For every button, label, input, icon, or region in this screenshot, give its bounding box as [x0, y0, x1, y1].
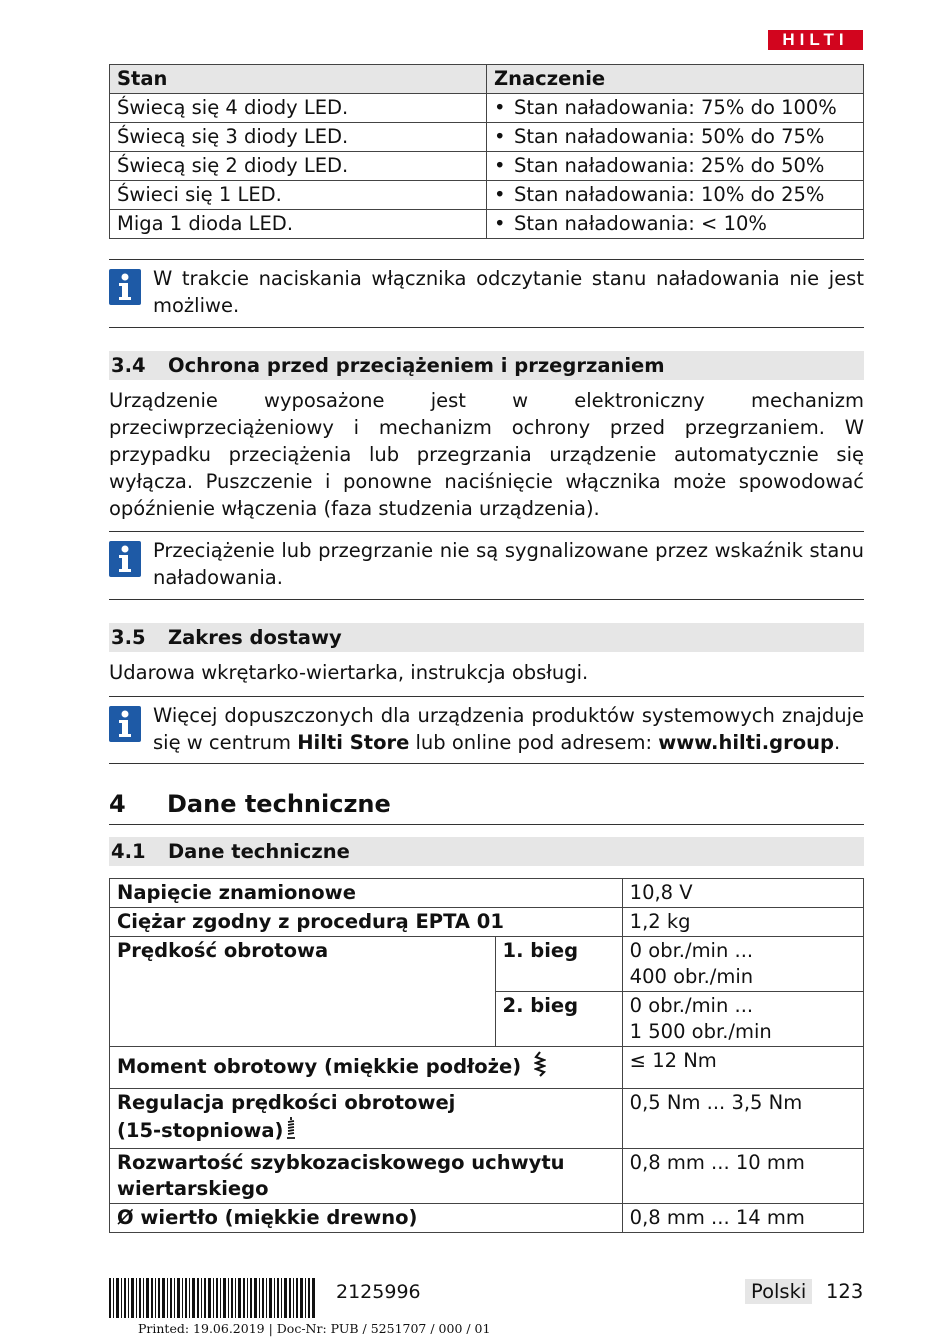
section-heading [109, 623, 864, 652]
table-row [110, 123, 864, 152]
print-info: Printed: 19.06.2019 | Doc-Nr: PUB / 5251707 / 000 / 01 [138, 1321, 491, 1336]
divider [109, 327, 864, 328]
meaning-text: Stan naładowania: < 10% [514, 212, 767, 235]
chapter-heading [109, 790, 391, 818]
table-row [110, 94, 864, 123]
chapter-number: 4 [109, 790, 126, 818]
meaning-text: Stan naładowania: 75% do 100% [514, 96, 837, 119]
table-row [110, 908, 864, 937]
bullet: • [494, 183, 506, 206]
barcode [109, 1278, 315, 1318]
divider [109, 599, 864, 600]
section-heading [109, 837, 864, 866]
technical-data-table [109, 878, 864, 1233]
info-icon [109, 269, 141, 305]
note-text-part: . [833, 731, 841, 754]
bullet: • [494, 125, 506, 148]
section-title: Zakres dostawy [168, 626, 342, 649]
section-number: 3.4 [111, 354, 146, 377]
hilti-url-link[interactable]: www.hilti.group [658, 731, 834, 754]
spec-value: 0,8 mm ... 14 mm [622, 1204, 863, 1233]
state-cell: Świecą się 3 diody LED. [110, 123, 487, 152]
state-cell: Świecą się 4 diody LED. [110, 94, 487, 123]
divider [109, 824, 864, 825]
bullet: • [494, 154, 506, 177]
gear-label: 2. bieg [495, 992, 622, 1047]
spec-value: 0,5 Nm ... 3,5 Nm [622, 1089, 863, 1149]
meaning-cell [487, 181, 864, 210]
language-label: Polski [745, 1279, 812, 1304]
spec-label: Rozwartość szybkozaciskowego uchwytu wiertarskiego [110, 1149, 623, 1204]
state-cell: Miga 1 dioda LED. [110, 210, 487, 239]
table-row [110, 210, 864, 239]
drill-bit-icon [285, 1116, 297, 1147]
meaning-text: Stan naładowania: 10% do 25% [514, 183, 825, 206]
divider [109, 531, 864, 532]
spec-label: Ciężar zgodny z procedurą EPTA 01 [110, 908, 623, 937]
section-number: 3.5 [111, 626, 146, 649]
spec-value: 1,2 kg [622, 908, 863, 937]
note-text: W trakcie naciskania włącznika odczytanie stanu naładowania nie jest możliwe. [153, 267, 864, 317]
hilti-logo: HILTI [768, 30, 863, 50]
spec-value-line: 0 obr./min ... [629, 939, 754, 962]
table-row [110, 181, 864, 210]
meaning-text: Stan naładowania: 50% do 75% [514, 125, 825, 148]
spec-value: ≤ 12 Nm [622, 1047, 863, 1089]
spec-label: Prędkość obrotowa [110, 937, 496, 1047]
section-number: 4.1 [111, 840, 146, 863]
meaning-cell [487, 210, 864, 239]
header-state: Stan [110, 65, 487, 94]
spec-label-text: Moment obrotowy (miękkie podłoże) [117, 1055, 522, 1078]
table-row [110, 937, 864, 992]
gear-label: 1. bieg [495, 937, 622, 992]
section-title: Ochrona przed przeciążeniem i przegrzaniem [168, 354, 665, 377]
spec-label-text: Regulacja prędkości obrotowej [117, 1091, 456, 1114]
info-note [109, 537, 864, 591]
spec-label [110, 1089, 623, 1149]
state-cell: Świeci się 1 LED. [110, 181, 487, 210]
spec-label-line [117, 1116, 615, 1147]
note-text-part: Więcej dopuszczonych dla urządzenia produktów systemowych znajduje się w centrum [153, 704, 864, 754]
section-paragraph: Udarowa wkrętarko-wiertarka, instrukcja obsługi. [109, 661, 589, 684]
note-text: Przeciążenie lub przegrzanie nie są sygnalizowane przez wskaźnik stanu naładowania. [153, 539, 864, 589]
section-heading [109, 351, 864, 380]
spec-label-text: (15-stopniowa) [117, 1119, 284, 1142]
spec-label: Ø wiertło (miękkie drewno) [110, 1204, 623, 1233]
divider [109, 696, 864, 697]
meaning-cell [487, 94, 864, 123]
meaning-cell [487, 123, 864, 152]
header-meaning: Znaczenie [487, 65, 864, 94]
divider [109, 259, 864, 260]
spec-value: 10,8 V [622, 879, 863, 908]
table-row [110, 1149, 864, 1204]
battery-status-table [109, 64, 864, 239]
spec-label [110, 1047, 623, 1089]
bullet: • [494, 96, 506, 119]
chapter-title: Dane techniczne [167, 790, 391, 818]
spec-value-line: 0 obr./min ... [629, 994, 754, 1017]
document-number: 2125996 [336, 1281, 421, 1303]
note-text-part: lub online pod adresem: [409, 731, 659, 754]
section-paragraph: Urządzenie wyposażone jest w elektroniczny mechanizm przeciwprzeciążeniowy i mechanizm ochrony przed przegrzaniem. W przypadku przeciążenia lub przegrzania urządzenie automatycznie się wyłącza. Puszczenie i ponowne naciśnięcie włącznika może spowodować opóźnienie włączenia (faza studzenia urządzenia). [109, 389, 864, 520]
table-row [110, 1089, 864, 1149]
table-row [110, 879, 864, 908]
meaning-cell [487, 152, 864, 181]
spec-label: Napięcie znamionowe [110, 879, 623, 908]
spec-value-line: 400 obr./min [629, 965, 754, 988]
section-title: Dane techniczne [168, 840, 350, 863]
state-cell: Świecą się 2 diody LED. [110, 152, 487, 181]
note-text [153, 702, 864, 756]
meaning-text: Stan naładowania: 25% do 50% [514, 154, 825, 177]
spec-value [622, 937, 863, 992]
info-note [109, 265, 864, 319]
bullet: • [494, 212, 506, 235]
table-row [110, 152, 864, 181]
spec-value [622, 992, 863, 1047]
table-row [110, 1204, 864, 1233]
table-header-row [110, 65, 864, 94]
hilti-store-label: Hilti Store [297, 731, 410, 754]
divider [109, 763, 864, 764]
info-icon [109, 706, 141, 742]
table-row [110, 1047, 864, 1089]
info-note [109, 702, 864, 756]
spec-value: 0,8 mm ... 10 mm [622, 1149, 863, 1204]
spec-value-line: 1 500 obr./min [629, 1020, 772, 1043]
screw-bit-icon [534, 1051, 546, 1084]
info-icon [109, 541, 141, 577]
page-number: 123 [826, 1280, 864, 1303]
